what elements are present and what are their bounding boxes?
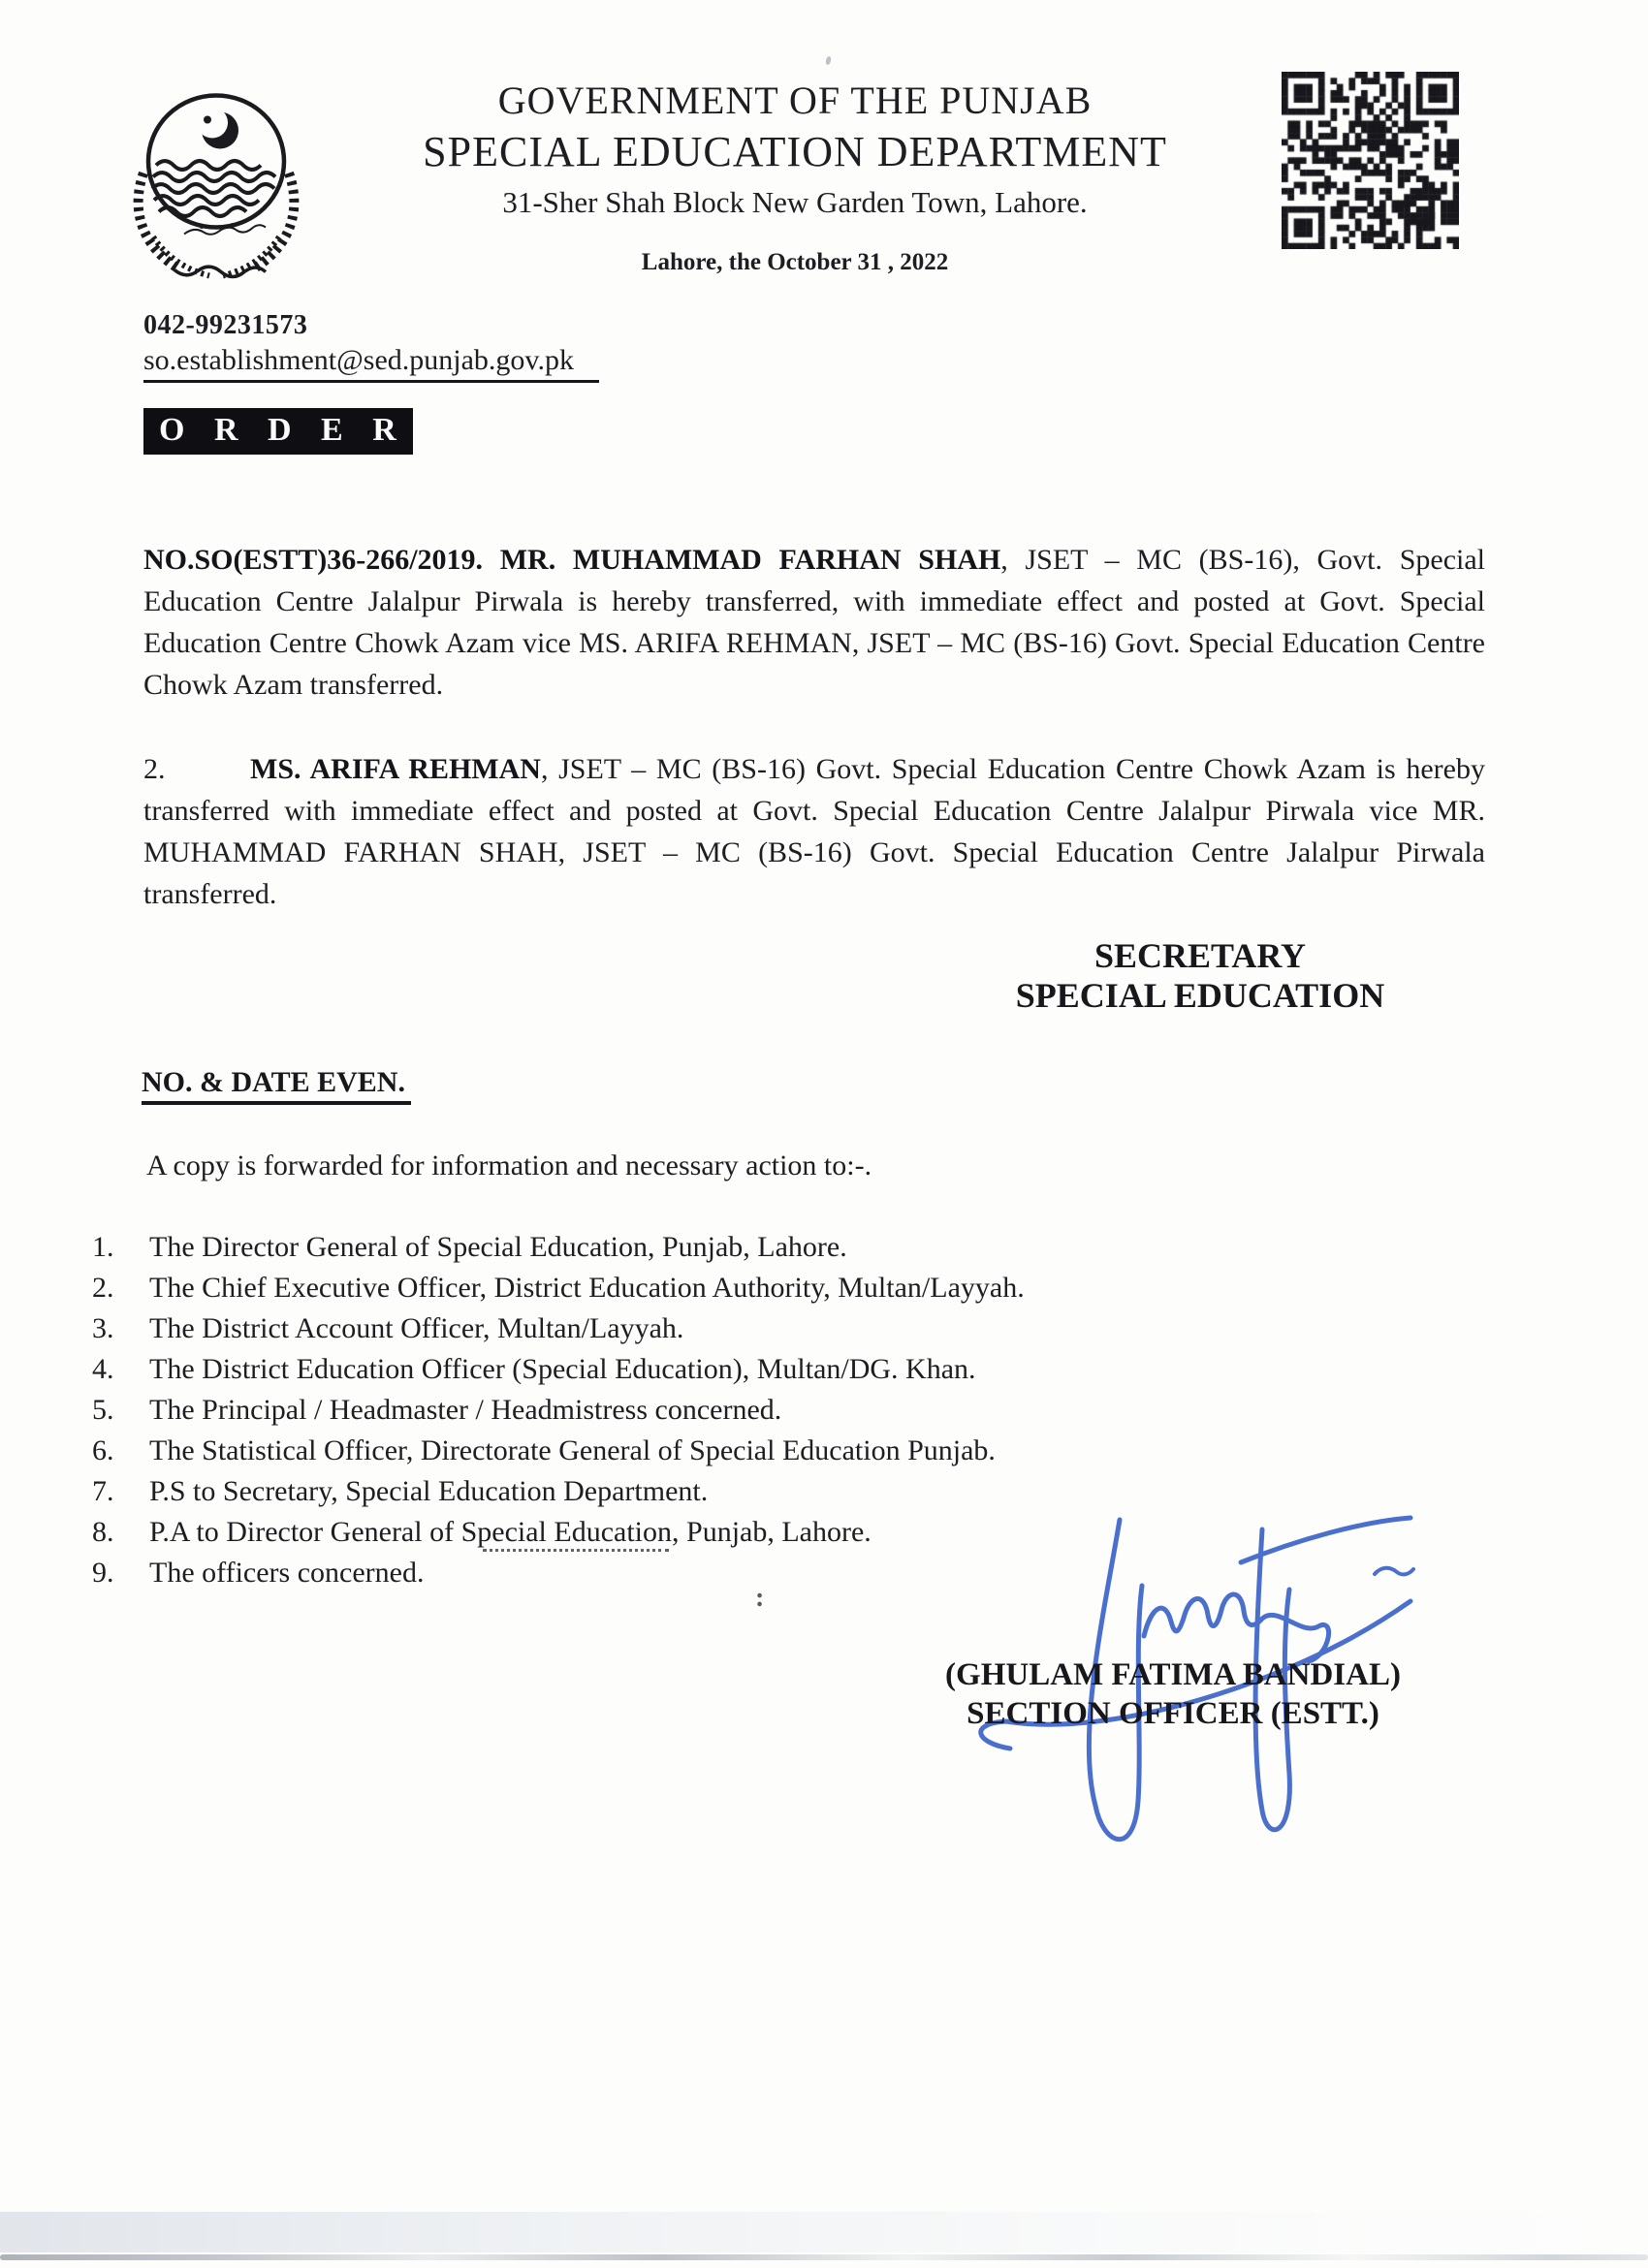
list-item: 3. The District Account Officer, Multan/Layyah.	[92, 1312, 684, 1344]
signatory-department: SPECIAL EDUCATION	[1015, 976, 1385, 1015]
punjab-crest-logo	[124, 89, 323, 288]
order-paragraph-1	[143, 539, 1485, 706]
list-item: 8. P.A to Director General of Special Education, Punjab, Lahore.	[92, 1516, 872, 1548]
phone-number: 042-99231573	[143, 310, 308, 340]
paragraph-2-number: 2.	[143, 753, 166, 785]
department-address: 31-Sher Shah Block New Garden Town, Lahore.	[502, 185, 1088, 219]
department-title-line2: SPECIAL EDUCATION DEPARTMENT	[423, 128, 1167, 175]
list-item: 9. The officers concerned.	[92, 1557, 425, 1589]
wheat-wreath-icon	[139, 173, 295, 277]
paragraph-2-name: MS. ARIFA REHMAN	[250, 753, 541, 785]
paragraph-1-text: , JSET – MC (BS-16), Govt. Special Education Centre Jalalpur Pirwala is hereby transferred, with immediate effect and posted at Govt. Special Education Centre Chowk Azam vice MS. ARIFA REHMAN, JSET – MC (BS-16) Govt. Special Education Centre Chowk Azam transferred.	[143, 544, 1485, 701]
letterhead	[417, 78, 1173, 220]
order-paragraph-2	[143, 748, 1485, 915]
paragraph-2-text: , JSET – MC (BS-16) Govt. Special Education Centre Chowk Azam is hereby transferred with immediate effect and posted at Govt. Special Education Centre Jalalpur Pirwala vice MR. MUHAMMAD FARHAN SHAH, JSET – MC (BS-16) Govt. Special Education Centre Jalalpur Pirwala transferred.	[143, 753, 1485, 910]
speck-scan-artifact	[825, 56, 832, 66]
forwarding-line: A copy is forwarded for information and necessary action to:-.	[146, 1150, 872, 1181]
list-item: 6. The Statistical Officer, Directorate General of Special Education Punjab.	[92, 1434, 996, 1466]
dateline: Lahore, the October 31 , 2022	[641, 249, 949, 275]
even-number-heading: NO. & DATE EVEN.	[142, 1066, 411, 1105]
qr-code	[1282, 72, 1459, 249]
list-item: 4. The District Education Officer (Special Education), Multan/DG. Khan.	[92, 1353, 976, 1385]
department-title-line1: GOVERNMENT OF THE PUNJAB	[497, 79, 1093, 122]
list-item: 5. The Principal / Headmaster / Headmistress concerned.	[92, 1394, 782, 1426]
list-item: 2. The Chief Executive Officer, District Education Authority, Multan/Layyah.	[92, 1272, 1025, 1304]
signer-designation: SECTION OFFICER (ESTT.)	[967, 1696, 1379, 1731]
reference-number-and-name: NO.SO(ESTT)36-266/2019. MR. MUHAMMAD FARHAN SHAH	[143, 544, 1001, 576]
list-item: 1. The Director General of Special Education, Punjab, Lahore.	[92, 1231, 847, 1263]
scan-edge-line	[0, 2254, 1648, 2260]
dotted-scan-artifact	[483, 1549, 669, 1552]
list-item: 7. P.S to Secretary, Special Education Department.	[92, 1475, 709, 1507]
colon-scan-artifact: :	[755, 1583, 765, 1613]
star-dot-icon	[204, 116, 211, 124]
email-address: so.establishment@sed.punjab.gov.pk	[143, 344, 599, 383]
signer-name: (GHULAM FATIMA BANDIAL)	[945, 1657, 1401, 1692]
order-heading: O R D E R	[143, 408, 413, 455]
signatory-title: SECRETARY	[1093, 936, 1307, 975]
river-waves-icon	[152, 161, 275, 216]
scan-noise-band	[0, 2212, 1648, 2252]
signatory-block	[987, 936, 1413, 1016]
